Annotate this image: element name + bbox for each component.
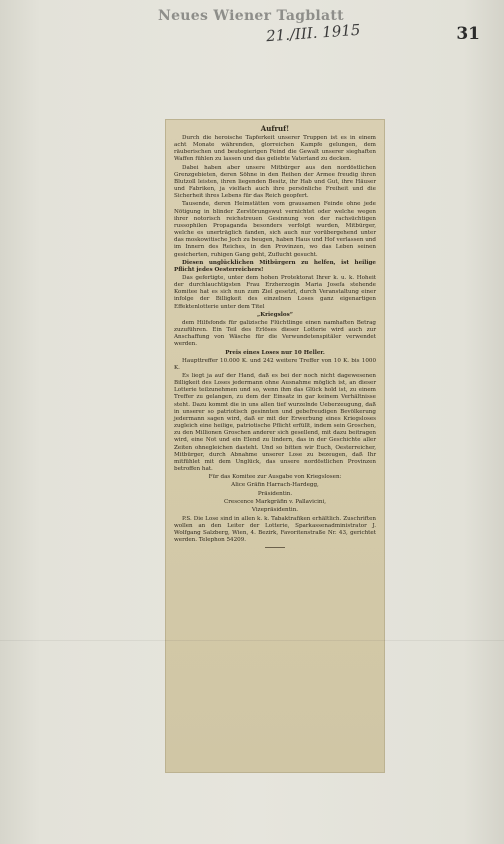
- signatory-name: Alice Gräfin Harrach-Hardegg,: [231, 482, 319, 489]
- committee-line: Für das Komitee zur Ausgabe von Kriegslosen:: [208, 474, 342, 481]
- article-paragraph: Diesen unglücklichen Mitbürgern zu helfen, ist heilige Pflicht jedes Oesterreichers!: [174, 259, 376, 273]
- article-paragraph: Durch die heroische Tapferkeit unserer Truppen ist es in einem acht Monate währenden, glorreichen Kampfe gelungen, dem räuberischen und beutegierigen Feind die Gewalt unserer sieghaften Waffen fühlen zu lassen und das geliebte Vaterland zu decken.: [174, 135, 376, 163]
- article-paragraph: Tausende, deren Heimstätten vom grausamen Feinde ohne jede Nötigung in blinder Zerstörungswut vernichtet oder welche wegen ihrer notorisch reichstreuen Gesinnung von der rachsüchtigen russophilen Propaganda besonders verfolgt wurden, Mitbürger, welche es unerträglich fanden, sich auch nur vorübergehend unter das moskowitische Joch zu beugen, haben Haus und Hof verlassen und im Innern des Reiches, in den Provinzen, wo das Leben seinen gesicherten, ruhigen Gang geht, Zuflucht gesucht.: [174, 201, 376, 258]
- postscript: P.S. Die Lose sind in allen k. k. Tabaktrafiken erhältlich. Zuschriften wollen an den Leiter der Lotterie, Sparkassenadministrator J. Wolfgang Salzberg, Wien, 4. Bezirk, Favoritenstraße Nr. 43, gerichtet werden. Telephon 54209.: [174, 515, 376, 544]
- lottery-title: „Kriegslos“: [257, 311, 293, 318]
- end-rule: [265, 547, 285, 548]
- article-paragraph: Dabei haben aber unsere Mitbürger aus den nordöstlichen Grenzgebieten, deren Söhne in den Reihen der Armee freudig ihren Blutzoll leisten, ihren liegenden Besitz, ihr Hab und Gut, ihre Häuser und Fabriken, ja vielfach auch ihre persönliche Freiheit und die Sicherheit ihres Lebens für das Reich geopfert.: [174, 164, 376, 200]
- article-paragraph: Es liegt ja auf der Hand, daß es bei der noch nicht dagewesenen Billigkeit des Loses jedermann ohne Ausnahme möglich ist, an dieser Lotterie teilzunehmen und so, wenn ihm das Glück hold ist, zu einem Treffer zu gelangen, zu dem der Einsatz in gar keinem Verhältnisse steht. Dazu kommt die in uns allen tief wurzelnde Ueberzeugung, daß in unserer so patriotisch gesinnten und gebefreudigen Bevölkerung jedermann sagen wird, daß er mit der Erwerbung eines Kriegsloses zugleich eine heilige, patriotische Pflicht erfüllt, indem sein Groschen, zu den Millionen Groschen anderer sich gesellend, mit dazu beitragen wird, eine Not und ein Elend zu lindern, das in der Geschichte aller Zeiten ohnegleichen dasteht. Und so bitten wir Euch, Oesterreicher, Mitbürger, durch Abnahme unserer Lose zu bezeugen, daß Ihr mitfühlet mit dem Unglück, das unsere nordöstlichen Provinzen betroffen hat.: [174, 373, 376, 473]
- price-line: Preis eines Loses nur 10 Heller.: [225, 349, 325, 356]
- signatory-name: Crescence Markgräfin v. Pallavicini,: [223, 498, 327, 505]
- page-number: 31: [456, 24, 480, 44]
- signatory-role: Vizepräsidentin.: [251, 506, 299, 513]
- article-paragraph: Das gefertigte, unter dem hohen Protektorat Ihrer k. u. k. Hoheit der durchlauchtigsten Frau Erzherzogin Maria Josefa stehende Komitee hat es sich nun zum Ziel gesetzt, durch Veranstaltung einer infolge der Billigkeit des einzelnen Loses ganz eigenartigen Effektenlotterie unter dem Titel: [174, 274, 376, 310]
- article-headline: Aufruf!: [260, 124, 290, 133]
- handwritten-date: 21./III. 1915: [265, 20, 361, 46]
- newspaper-clipping: [166, 120, 384, 772]
- newspaper-stamp: Neues Wiener Tagblatt: [158, 8, 344, 24]
- paper-fold: [0, 640, 504, 641]
- signatory-role: Präsidentin.: [257, 490, 293, 497]
- article-paragraph: dem Hilfsfonds für galizische Flüchtlinge einen namhaften Betrag zuzuführen. Ein Teil des Erlöses dieser Lotterie wird auch zur Anschaffung von Wäsche für die Verwundetenspitäler verwendet werden.: [174, 319, 376, 348]
- prizes-line: Haupttreffer 10.000 K. und 242 weitere Treffer von 10 K. bis 1000 K.: [174, 357, 376, 371]
